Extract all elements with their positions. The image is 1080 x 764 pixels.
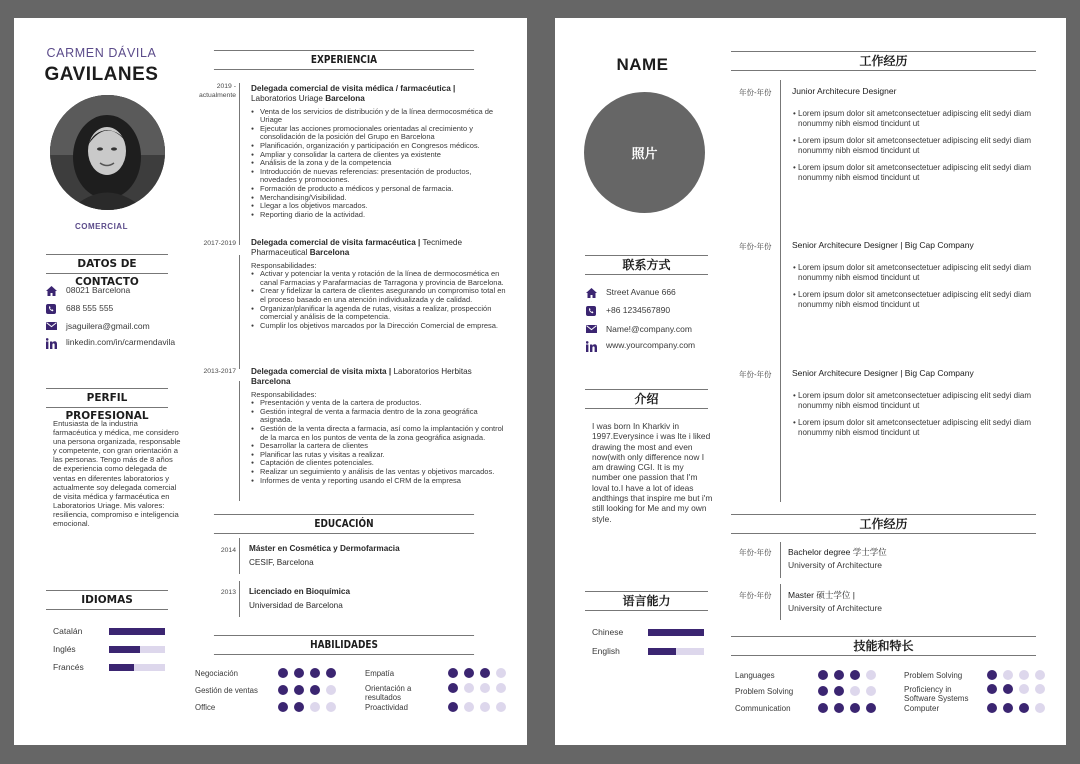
skill-dot — [987, 684, 997, 694]
education-heading: EDUCACIÓN — [214, 514, 474, 534]
job-bullet: ● Informes de venta y reporting usando el CRM de la empresa — [251, 477, 506, 486]
photo-placeholder — [584, 92, 705, 213]
school-name: Universidad de Barcelona — [249, 601, 343, 610]
home-icon — [46, 285, 66, 296]
experience-heading: EXPERIENCIA — [214, 50, 474, 70]
skill-name: Proficiency in Software Systems — [904, 685, 969, 703]
job-bullet: ● Desarrollar la cartera de clientes — [251, 442, 506, 451]
skill-dot — [1035, 670, 1045, 680]
job-title: Senior Architecure Designer | Big Cap Company — [792, 368, 974, 378]
email-icon — [586, 324, 606, 334]
skill-dot — [496, 702, 506, 712]
skill-dot — [818, 670, 828, 680]
skill-dot — [278, 702, 288, 712]
job-date: 年份-年份 — [739, 88, 772, 97]
job-dates: 2013-2017 — [203, 368, 236, 375]
education-year: 2014 — [220, 547, 236, 554]
phone-icon — [586, 305, 606, 316]
resume-page-2 — [555, 18, 1066, 745]
skill-dot — [1019, 670, 1029, 680]
language-level-bar — [109, 628, 165, 635]
job-entry — [251, 238, 506, 330]
job-dates: 2019 - actualmente — [198, 83, 236, 99]
skill-dot — [496, 683, 506, 693]
skill-dot — [310, 702, 320, 712]
language-level-fill — [109, 646, 140, 653]
skill-row — [195, 668, 342, 680]
languages-heading: IDIOMAS — [46, 590, 168, 610]
skill-dot — [1035, 684, 1045, 694]
language-row — [53, 626, 168, 636]
skill-row — [195, 685, 342, 697]
language-level-bar — [109, 646, 165, 653]
skill-row — [735, 703, 882, 715]
skill-name: Gestión de ventas — [195, 686, 258, 695]
skill-level-dots — [278, 685, 342, 695]
photo-label: 照片 — [631, 146, 658, 161]
timeline-line — [239, 381, 240, 501]
skill-dot — [866, 703, 876, 713]
skill-dot — [1003, 684, 1013, 694]
language-row — [53, 644, 168, 654]
contact-website-text: www.yourcompany.com — [606, 340, 696, 350]
job-bullet: • Lorem ipsum dolor sit ametconsectetuer adipiscing elit sedyi diam nonummy nibh eismod tincidunt ut — [793, 290, 1039, 310]
skill-name: Office — [195, 703, 216, 712]
contact-email-text: jsaguilera@gmail.com — [66, 321, 150, 331]
intro-heading: 介绍 — [585, 389, 708, 409]
skill-dot — [1003, 703, 1013, 713]
skill-dot — [987, 670, 997, 680]
responsibilities-label: Responsabilidades: — [251, 389, 317, 399]
skill-dot — [866, 686, 876, 696]
job-bullet: ● Organizar/planificar la agenda de rutas, visitas a realizar, prospección comercial y análisis de la competencia. — [251, 305, 506, 322]
skill-dot — [326, 702, 336, 712]
job-role: COMERCIAL — [75, 222, 128, 231]
resume-name: NAME — [616, 55, 669, 74]
languages-heading: 语言能力 — [585, 591, 708, 611]
phone-icon — [46, 303, 66, 314]
job-bullet: ● Presentación y venta de la cartera de productos. — [251, 399, 506, 408]
skill-level-dots — [987, 703, 1051, 713]
education-entry — [249, 542, 509, 570]
skill-dot — [818, 686, 828, 696]
skills-heading: HABILIDADES — [214, 635, 474, 655]
contact-phone — [46, 303, 186, 314]
skill-dot — [448, 702, 458, 712]
degree-title: Máster en Cosmética y Dermofarmacia — [249, 544, 400, 553]
skill-dot — [850, 686, 860, 696]
profile-photo — [50, 95, 165, 210]
skill-dot — [326, 685, 336, 695]
job-bullet: ● Gestión integral de venta a farmacia dentro de la zona geográfica asignada. — [251, 408, 506, 425]
contact-email[interactable] — [586, 324, 716, 334]
contact-email-text: Name!@company.com — [606, 324, 692, 334]
skill-dot — [480, 683, 490, 693]
job-bullets — [251, 399, 506, 485]
contact-phone-text: +86 1234567890 — [606, 305, 671, 315]
job-entry — [251, 367, 506, 485]
job-bullet: ● Formación de producto a médicos y personal de farmacia. — [251, 185, 506, 194]
job-title: Delegada comercial de visita médica / farmacéutica | — [251, 84, 456, 93]
job-dates: 2017-2019 — [203, 240, 236, 247]
job-entry — [251, 84, 506, 219]
contact-address-text: Street Avanue 666 — [606, 287, 676, 297]
timeline-line — [780, 80, 781, 502]
profile-heading: PERFIL PROFESIONAL — [46, 388, 168, 408]
home-icon — [586, 287, 606, 298]
job-bullet: ● Planificación, organización y participación en Congresos médicos. — [251, 142, 506, 151]
language-row — [592, 646, 707, 656]
skill-dot — [866, 670, 876, 680]
skill-row — [365, 702, 512, 714]
skill-name: Orientación a resultados — [365, 684, 412, 702]
language-name: Chinese — [592, 627, 624, 637]
job-bullet: ● Ampliar y consolidar la cartera de clientes ya existente — [251, 151, 506, 160]
job-bullet: ● Gestión de la venta directa a farmacia, así como la implantación y control de la marca en los puntos de venta de la zona geográfica asignada. — [251, 425, 506, 442]
skill-name: Empatía — [365, 669, 395, 678]
skill-level-dots — [278, 668, 342, 678]
language-name: English — [592, 646, 620, 656]
skill-name: Proactividad — [365, 703, 408, 712]
linkedin-icon — [46, 337, 66, 349]
profile-text: Entusiasta de la industria farmacéutica y médica, me considero una persona organizada, responsable y competente, con gran orientación a las personas. Tengo más de 8 años de experiencia como delegada de ventas en diferentes laboratorios y actualmente soy delegada comercial de visita médica y farmacéutica en Laboratorios Uriage. Mis valores: resiliencia, compromiso e inteligencia emocional. — [53, 419, 181, 529]
contact-website[interactable] — [586, 340, 716, 352]
contact-address — [46, 285, 186, 296]
contact-email[interactable] — [46, 321, 186, 331]
work-heading: 工作经历 — [731, 51, 1036, 71]
contact-linkedin-text: linkedin.com/in/carmendavila — [66, 337, 176, 347]
skill-dot — [850, 703, 860, 713]
job-bullet: • Lorem ipsum dolor sit ametconsectetuer adipiscing elit sedyi diam nonummy nibh eismod tincidunt ut — [793, 418, 1039, 438]
contact-linkedin[interactable] — [46, 337, 186, 349]
language-name: Catalán — [53, 626, 83, 636]
job-bullet: • Lorem ipsum dolor sit ametconsectetuer adipiscing elit sedyi diam nonummy nibh eismod tincidunt ut — [793, 263, 1039, 283]
skill-dot — [850, 670, 860, 680]
skill-dot — [480, 702, 490, 712]
job-bullet: ● Ejecutar las acciones promocionales orientadas al crecimiento y consolidación de la posición del Grupo en Barcelona — [251, 125, 506, 142]
last-name: GAVILANES — [44, 64, 159, 85]
skill-dot — [834, 670, 844, 680]
skill-level-dots — [448, 702, 512, 712]
skill-dot — [278, 685, 288, 695]
contact-phone — [586, 305, 716, 316]
job-heading: Delegada comercial de visita mixta | Laboratorios Herbitas Barcelona — [251, 367, 472, 386]
skill-dot — [294, 685, 304, 695]
language-level-fill — [109, 628, 165, 635]
job-bullet: • Lorem ipsum dolor sit ametconsectetuer adipiscing elit sedyi diam nonummy nibh eismod tincidunt ut — [793, 391, 1039, 411]
skill-row — [365, 668, 512, 680]
job-bullet: ● Captación de clientes potenciales. — [251, 459, 506, 468]
intro-text: I was born In Kharkiv in 1997.Everysince i was lte i liked drawing the most and even now(with only difference now I am drawing CGI. It is my number one passion that I'm loval to.I have a lot of ideas andthings that inspire me but i'm still looking for Me and my own style. — [592, 421, 713, 524]
timeline-line — [239, 255, 240, 369]
skill-dot — [834, 686, 844, 696]
skills-heading: 技能和特长 — [731, 636, 1036, 656]
skill-name: Languages — [735, 671, 775, 680]
skill-level-dots — [987, 670, 1051, 680]
school-name: University of Architecture — [788, 560, 883, 570]
resume-page-1 — [14, 18, 527, 745]
job-bullet: • Lorem ipsum dolor sit ametconsectetuer adipiscing elit sedyi diam nonummy nibh eismod tincidunt ut — [793, 109, 1039, 129]
job-date: 年份-年份 — [739, 242, 772, 251]
timeline-line — [239, 581, 240, 617]
language-level-fill — [109, 664, 134, 671]
skill-dot — [987, 703, 997, 713]
skill-row — [904, 670, 1051, 682]
education-date: 年份-年份 — [739, 591, 772, 600]
language-level-bar — [648, 629, 704, 636]
skill-dot — [464, 702, 474, 712]
job-bullet: ● Análisis de la zona y de la competencia — [251, 159, 506, 168]
skill-dot — [480, 668, 490, 678]
skill-dot — [464, 683, 474, 693]
skill-row — [735, 670, 882, 682]
skill-name: Communication — [735, 704, 791, 713]
job-bullet: ● Realizar un seguimiento y análisis de las ventas y objetivos marcados. — [251, 468, 506, 477]
job-bullet: ● Activar y potenciar la venta y rotación de la línea de dermocosmética en canal Farmacias y Parafarmacias de Tarragona y provincia de Barcelona. — [251, 270, 506, 287]
job-title: Senior Architecure Designer | Big Cap Company — [792, 240, 974, 250]
degree-title: Bachelor degree 学士学位 — [788, 547, 887, 557]
job-bullet: ● Introducción de nuevas referencias: presentación de productos, novedades y promociones. — [251, 168, 506, 185]
skill-dot — [448, 668, 458, 678]
skill-dot — [464, 668, 474, 678]
timeline-line — [239, 83, 240, 245]
education-year: 2013 — [220, 589, 236, 596]
job-title: Junior Architecure Designer — [792, 86, 897, 96]
skill-dot — [1035, 703, 1045, 713]
language-level-bar — [109, 664, 165, 671]
job-bullet: ● Cumplir los objetivos marcados por la Dirección Comercial de empresa. — [251, 322, 506, 331]
contact-address — [586, 287, 716, 298]
responsibilities-label: Responsabilidades: — [251, 260, 317, 270]
skill-dot — [1019, 703, 1029, 713]
skill-dot — [834, 703, 844, 713]
job-bullet: ● Llegar a los objetivos marcados. — [251, 202, 506, 211]
email-icon — [46, 321, 66, 331]
skill-dot — [294, 668, 304, 678]
skill-level-dots — [448, 668, 512, 678]
job-bullets — [251, 108, 506, 220]
skill-level-dots — [278, 702, 342, 712]
job-bullet: ● Crear y fidelizar la cartera de clientes asegurando un compromiso total en el proceso basado en una atención individualizada y de calidad. — [251, 287, 506, 304]
education-entry — [249, 585, 509, 613]
language-name: Francés — [53, 662, 84, 672]
skill-dot — [310, 685, 320, 695]
contact-heading: 联系方式 — [585, 255, 708, 275]
language-level-fill — [648, 629, 704, 636]
skill-dot — [278, 668, 288, 678]
skill-dot — [1003, 670, 1013, 680]
skill-name: Negociación — [195, 669, 238, 678]
skill-row — [365, 683, 512, 702]
school-name: CESIF, Barcelona — [249, 558, 314, 567]
skill-dot — [1019, 684, 1029, 694]
skill-row — [195, 702, 342, 714]
language-row — [53, 662, 168, 672]
job-bullet: ● Planificar las rutas y visitas a realizar. — [251, 451, 506, 460]
skill-level-dots — [818, 670, 882, 680]
skill-row — [735, 686, 882, 698]
language-level-bar — [648, 648, 704, 655]
degree-title: Master 硕士学位 | — [788, 590, 855, 600]
skill-dot — [310, 668, 320, 678]
skill-level-dots — [818, 686, 882, 696]
skill-row — [904, 703, 1051, 715]
job-bullet: • Lorem ipsum dolor sit ametconsectetuer adipiscing elit sedyi diam nonummy nibh eismod tincidunt ut — [793, 136, 1039, 156]
skill-dot — [496, 668, 506, 678]
degree-title: Licenciado en Bioquímica — [249, 587, 351, 596]
job-bullets — [251, 270, 506, 330]
school-name: University of Architecture — [788, 603, 883, 613]
timeline-line — [780, 542, 781, 578]
education-heading: 工作经历 — [731, 514, 1036, 534]
job-company: Laboratorios Uriage Barcelona — [251, 93, 365, 103]
skill-dot — [294, 702, 304, 712]
skill-level-dots — [987, 684, 1051, 694]
contact-address-text: 08021 Barcelona — [66, 285, 131, 295]
job-date: 年份-年份 — [739, 370, 772, 379]
sidebar — [14, 18, 189, 745]
skill-dot — [326, 668, 336, 678]
first-name: CARMEN DÁVILA — [46, 46, 157, 60]
education-date: 年份-年份 — [739, 548, 772, 557]
skill-name: Computer — [904, 704, 940, 713]
language-row — [592, 627, 707, 637]
job-heading: Delegada comercial de visita farmacéutica | Tecnimede Pharmaceutical Barcelona — [251, 238, 463, 257]
skill-level-dots — [448, 683, 512, 693]
contact-heading: DATOS DE CONTACTO — [46, 254, 168, 274]
skill-row — [904, 684, 1051, 703]
timeline-line — [239, 538, 240, 574]
skill-name: Problem Solving — [904, 671, 963, 680]
skill-dot — [448, 683, 458, 693]
language-name: Inglés — [53, 644, 76, 654]
linkedin-icon — [586, 340, 606, 352]
job-bullet: ● Merchandising/Visibilidad. — [251, 194, 506, 203]
skill-level-dots — [818, 703, 882, 713]
job-bullet: • Lorem ipsum dolor sit ametconsectetuer adipiscing elit sedyi diam nonummy nibh eismod tincidunt ut — [793, 163, 1039, 183]
language-level-fill — [648, 648, 676, 655]
job-bullet: ● Venta de los servicios de distribución y de la línea dermocosmética de Uriage — [251, 108, 506, 125]
skill-dot — [818, 703, 828, 713]
timeline-line — [780, 584, 781, 620]
job-bullet: ● Reporting diario de la actividad. — [251, 211, 506, 220]
skill-name: Problem Solving — [735, 687, 794, 696]
contact-phone-text: 688 555 555 — [66, 303, 114, 313]
